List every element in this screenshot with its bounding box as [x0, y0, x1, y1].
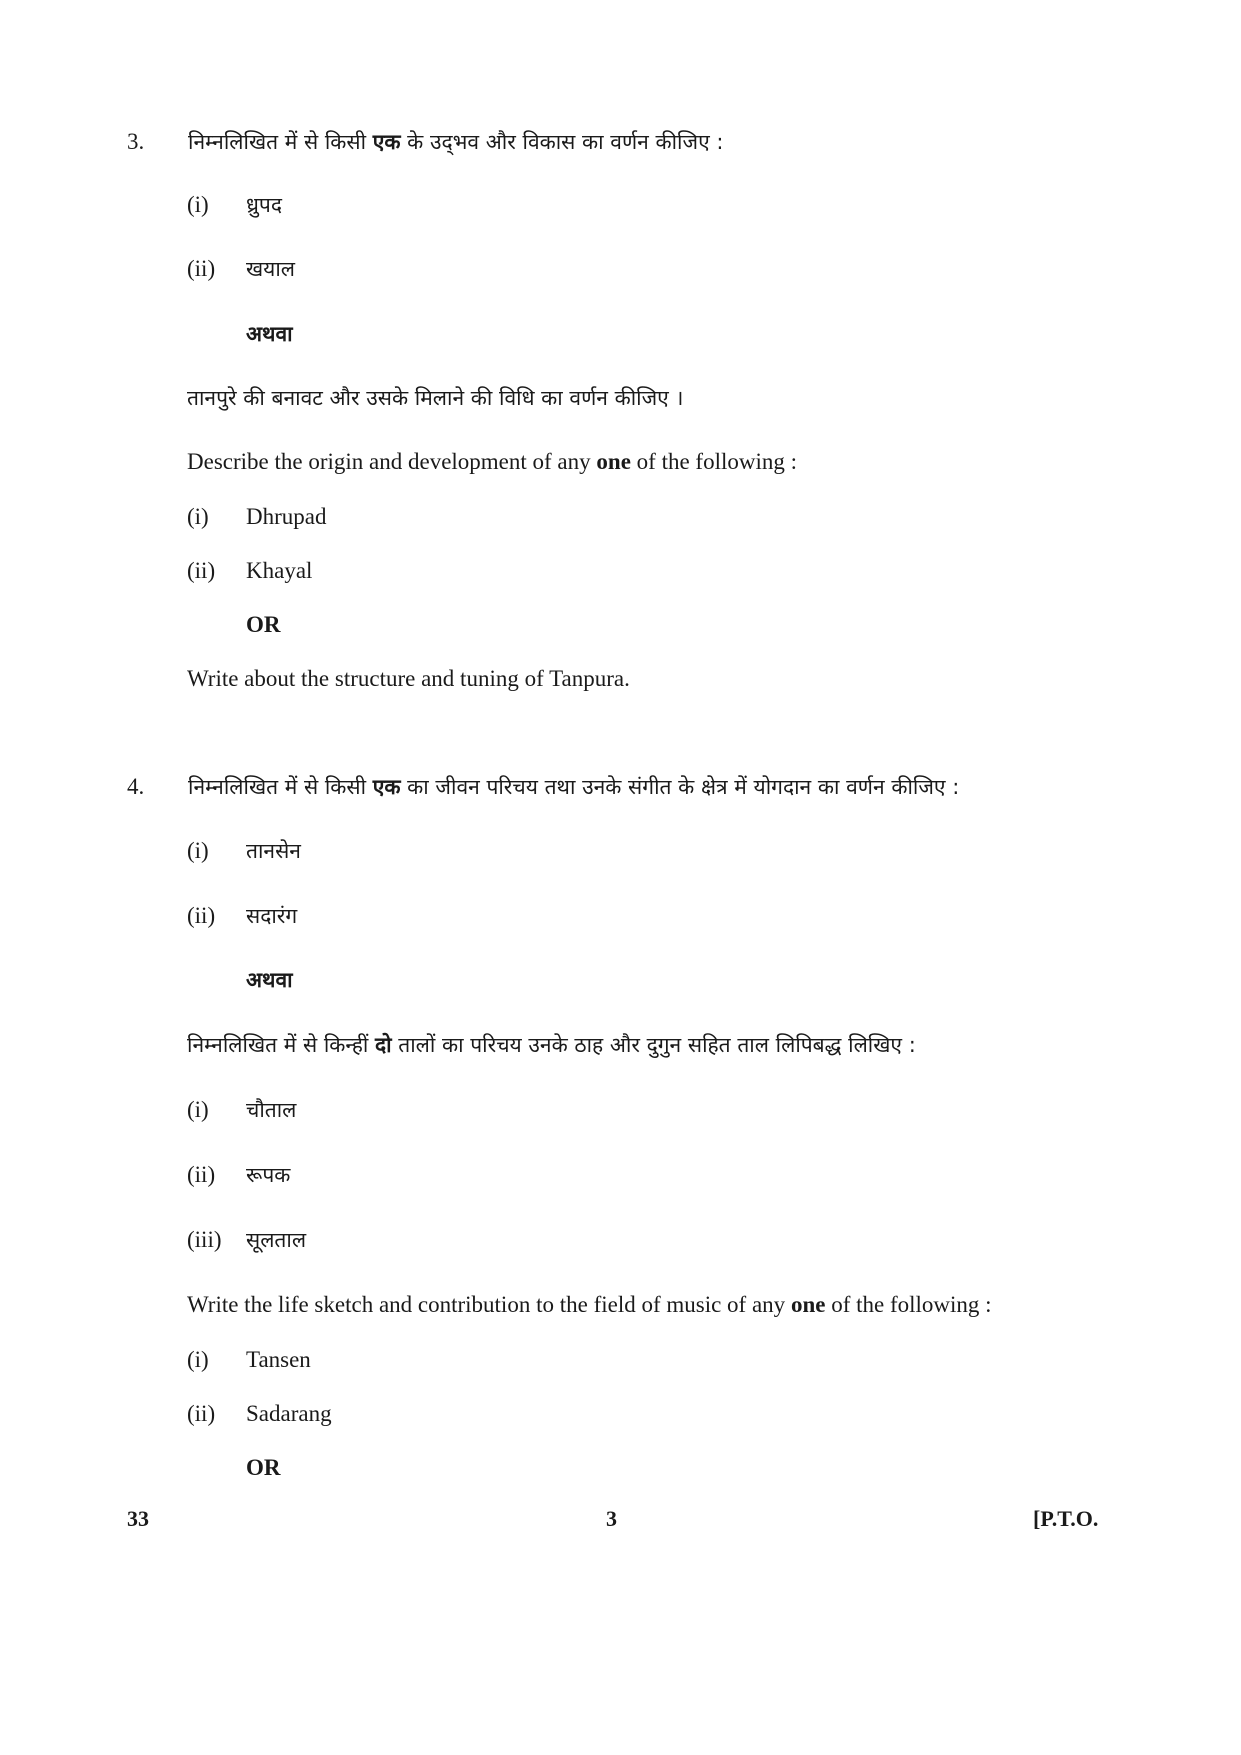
paper-code: 33	[127, 1506, 149, 1531]
prompt-text: Write the life sketch and contribution to the field of music of any	[187, 1292, 791, 1317]
question-4-hindi-prompt	[188, 772, 959, 802]
or-separator-english: OR	[246, 612, 281, 637]
question-4-hindi-alternative	[187, 1030, 916, 1060]
option-label: (i)	[187, 1097, 209, 1122]
option-text: ध्रुपद	[246, 193, 282, 217]
option-text: सदारंग	[246, 904, 298, 928]
option-label: (i)	[187, 192, 209, 217]
or-separator-hindi: अथवा	[246, 968, 293, 992]
prompt-text: तालों का परिचय उनके ठाह और दुगुन सहित ताल लिपिबद्ध लिखिए :	[391, 1033, 916, 1057]
prompt-emphasis: एक	[372, 775, 401, 799]
prompt-emphasis: one	[596, 449, 631, 474]
question-3-english-prompt	[187, 447, 797, 477]
option-label: (i)	[187, 1347, 209, 1372]
option-label: (i)	[187, 838, 209, 863]
option-label: (iii)	[187, 1227, 222, 1252]
prompt-text: of the following :	[825, 1292, 992, 1317]
option-label: (ii)	[187, 558, 216, 583]
question-3-english-alternative: Write about the structure and tuning of Tanpura.	[187, 666, 630, 691]
prompt-emphasis: एक	[372, 130, 401, 154]
option-text: Sadarang	[246, 1401, 332, 1426]
prompt-text: निम्नलिखित में से किसी	[188, 775, 373, 799]
prompt-emphasis: दो	[374, 1033, 392, 1057]
prompt-text: के उद्‌भव और विकास का वर्णन कीजिए :	[400, 130, 724, 154]
option-text: रूपक	[246, 1163, 291, 1187]
option-text: Dhrupad	[246, 504, 327, 529]
option-label: (i)	[187, 504, 209, 529]
option-text: Khayal	[246, 558, 313, 583]
question-3-number: 3.	[127, 129, 145, 154]
or-separator-hindi: अथवा	[246, 322, 293, 346]
option-text: खयाल	[246, 257, 296, 281]
question-3-hindi-alternative: तानपुरे की बनावट और उसके मिलाने की विधि का वर्णन कीजिए ।	[187, 386, 684, 410]
prompt-text: of the following :	[630, 449, 797, 474]
option-label: (ii)	[187, 1162, 216, 1187]
option-label: (ii)	[187, 903, 216, 928]
prompt-text: निम्नलिखित में से किसी	[188, 130, 373, 154]
option-text: चौताल	[246, 1098, 297, 1122]
prompt-text: निम्नलिखित में से किन्हीं	[187, 1033, 375, 1057]
or-separator-english: OR	[246, 1455, 281, 1480]
question-4-number: 4.	[127, 774, 145, 799]
option-text: सूलताल	[246, 1228, 307, 1252]
page-number: 3	[606, 1506, 617, 1531]
option-text: Tansen	[246, 1347, 311, 1372]
question-4-english-prompt	[187, 1290, 992, 1320]
please-turn-over: [P.T.O.	[1033, 1506, 1099, 1531]
option-label: (ii)	[187, 1401, 216, 1426]
prompt-text: का जीवन परिचय तथा उनके संगीत के क्षेत्र में योगदान का वर्णन कीजिए :	[400, 775, 960, 799]
question-3-hindi-prompt	[188, 127, 723, 157]
prompt-emphasis: one	[790, 1292, 826, 1317]
option-text: तानसेन	[246, 839, 301, 863]
option-label: (ii)	[187, 256, 216, 281]
prompt-text: Describe the origin and development of any	[187, 449, 597, 474]
